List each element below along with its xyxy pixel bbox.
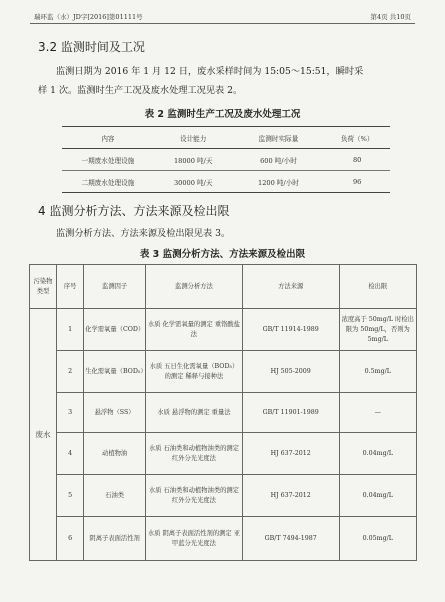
section-3-2-title: 3.2 监测时间及工况 [38, 40, 145, 54]
table-cell: 1200 吨/小时 [233, 171, 325, 193]
document-number: 瑞环监（水）JD字[2016]第01111号 [34, 13, 143, 21]
table-cell: 阴离子表面活性剂 [84, 517, 146, 561]
table-cell: 水质 五日生化需氧量（BOD₅）的测定 稀释与接种法 [146, 351, 243, 393]
column-header: 负荷（%） [324, 127, 390, 149]
column-header: 序号 [57, 265, 84, 309]
table-row [30, 393, 417, 433]
table-cell: 80 [324, 149, 390, 171]
table-cell: 水质 阴离子表面活性剂的测定 亚甲蓝分光光度法 [146, 517, 243, 561]
table-cell: 生化需氧量（BOD₅） [84, 351, 146, 393]
table-row [62, 171, 390, 193]
table-cell: 5 [57, 475, 84, 517]
table-cell: 600 吨/小时 [233, 149, 325, 171]
table-row [30, 351, 417, 393]
table-cell: 0.5mg/L [339, 351, 416, 393]
table-cell: 化学需氧量（COD） [84, 309, 146, 351]
column-header: 污染物类型 [30, 265, 57, 309]
table-2-header-row [62, 127, 390, 149]
table-cell: GB/T 7494-1987 [242, 517, 339, 561]
table-row [30, 433, 417, 475]
section-3-2-line-1: 监测日期为 2016 年 1 月 12 日，废水采样时间为 15:05～15:51，瞬时采 [56, 66, 364, 77]
table-cell: 96 [324, 171, 390, 193]
table-cell: 0.05mg/L [339, 517, 416, 561]
table-row [30, 309, 417, 351]
column-header: 监测时实际量 [233, 127, 325, 149]
table-cell: 动植物油 [84, 433, 146, 475]
page-number: 第4页 共10页 [370, 13, 411, 21]
table-cell: GB/T 11914-1989 [242, 309, 339, 351]
column-header: 检出限 [339, 265, 416, 309]
column-header: 内容 [62, 127, 154, 149]
table-cell: 浓度高于 50mg/L 时检出限为 50mg/L，否则为 5mg/L [339, 309, 416, 351]
table-cell: 18000 吨/天 [154, 149, 233, 171]
table-2-caption: 表 2 监测时生产工况及废水处理工况 [144, 109, 301, 120]
table-cell: 水质 悬浮物的测定 重量法 [146, 393, 243, 433]
table-3-caption: 表 3 监测分析方法、方法来源及检出限 [139, 249, 306, 260]
section-4-title: 4 监测分析方法、方法来源及检出限 [38, 204, 230, 218]
table-cell: — [339, 393, 416, 433]
header-divider [30, 23, 415, 24]
table-cell: 0.04mg/L [339, 475, 416, 517]
table-cell: HJ 637-2012 [242, 475, 339, 517]
table-row [30, 475, 417, 517]
table-cell: 石油类 [84, 475, 146, 517]
table-cell: 水质 化学需氧量的测定 重铬酸盐法 [146, 309, 243, 351]
table-3-header-row [30, 265, 417, 309]
column-header: 监测分析方法 [146, 265, 243, 309]
page-header [34, 10, 411, 24]
table-2 [62, 126, 390, 193]
table-row [62, 149, 390, 171]
table-cell: 6 [57, 517, 84, 561]
category-cell: 废水 [30, 309, 57, 561]
table-cell: 2 [57, 351, 84, 393]
table-cell: 4 [57, 433, 84, 475]
section-3-2-line-2: 样 1 次。监测时生产工况及废水处理工况见表 2。 [38, 85, 243, 96]
table-cell: 二期废水处理设施 [62, 171, 154, 193]
table-row [30, 517, 417, 561]
table-cell: HJ 637-2012 [242, 433, 339, 475]
column-header: 方法来源 [242, 265, 339, 309]
table-cell: 1 [57, 309, 84, 351]
table-cell: 3 [57, 393, 84, 433]
column-header: 设计能力 [154, 127, 233, 149]
table-3 [29, 264, 417, 561]
table-cell: 一期废水处理设施 [62, 149, 154, 171]
section-4-line-1: 监测分析方法、方法来源及检出限见表 3。 [56, 228, 231, 239]
table-cell: 悬浮物（SS） [84, 393, 146, 433]
table-cell: 水质 石油类和动植物油类的测定 红外分光光度法 [146, 475, 243, 517]
column-header: 监测因子 [84, 265, 146, 309]
table-cell: GB/T 11901-1989 [242, 393, 339, 433]
table-cell: 水质 石油类和动植物油类的测定 红外分光光度法 [146, 433, 243, 475]
table-cell: 0.04mg/L [339, 433, 416, 475]
table-cell: HJ 505-2009 [242, 351, 339, 393]
table-cell: 30000 吨/天 [154, 171, 233, 193]
